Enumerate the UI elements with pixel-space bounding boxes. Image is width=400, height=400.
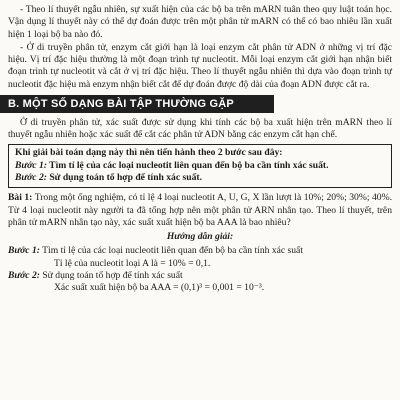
method-step-1 xyxy=(15,160,385,172)
solution-step-1 xyxy=(8,245,392,257)
section-intro-paragraph: Ở di truyền phân tử, xác suất được sử dụng khi tính các bộ ba xuất hiện trên mARN theo lí thuyết ngẫu nhiên hoặc xác suất để cắt các phân tử ADN bằng các enzym cắt hạn chế. xyxy=(8,116,392,141)
method-step-1-text: Tìm tỉ lệ của các loại nucleotit liên quan đến bộ ba cần tính xác suất. xyxy=(46,159,329,171)
solution-title: Hướng dẫn giải: xyxy=(166,231,234,243)
method-step-2 xyxy=(15,172,385,184)
intro-paragraph-1: - Theo lí thuyết ngẫu nhiên, sự xuất hiện của các bộ ba trên mARN tuân theo quy luật toán học. Vận dụng lí thuyết này có thể dự đoán được trên một phân tử mARN có thể có bao nhiêu lần xuất hiện 1 loại bộ ba nào đó. xyxy=(8,4,392,40)
solution-step-1-detail: Tỉ lệ của nucleotit loại A là = 10% = 0,1. xyxy=(54,257,211,269)
solution-step-1-label: Bước 1: xyxy=(8,245,40,257)
method-step-1-label: Bước 1: xyxy=(15,159,47,171)
method-step-2-label: Bước 2: xyxy=(15,172,47,183)
method-box xyxy=(8,144,392,188)
method-box-heading: Khi giải bài toán dạng này thì nên tiến hành theo 2 bước sau đây: xyxy=(15,147,283,159)
section-heading: B. MỘT SỐ DẠNG BÀI TẬP THƯỜNG GẶP xyxy=(0,95,274,113)
intro-paragraph-2: - Ở di truyền phân tử, enzym cắt giới hạn là loại enzym cắt phân tử ADN ở những vị trí đặc hiệu. Vị trí đặc hiệu thường là một đoạn trình tự nucleotit. Mỗi loại enzym cắt giới hạn nhận biết đoạn trình tự nucleotit và cắt ở vị trí đặc hiệu. Theo lí thuyết ngẫu nhiên thì dựa vào đoạn trình tự nucleotit đặc hiệu mà enzym nhận biết cắt để dự đoán được độ dài của đoạn ADN được cắt ra. xyxy=(8,41,392,90)
exercise-1-text: Trong một ống nghiệm, có tỉ lệ 4 loại nucleotit A, U, G, X lần lượt là 10%; 20%; 30%; 40%. Từ 4 loại nucleotit này người ta đã tổng hợp nên một phân tử ARN nhân tạo. Theo lí thuyết, trên phân tử mARN nhân tạo này, xác suất xuất hiện bộ ba AAA là bao nhiêu? xyxy=(8,192,392,228)
exercise-1 xyxy=(8,192,392,229)
method-step-2-text: Sử dụng toán tổ hợp để tính xác suất. xyxy=(46,172,202,183)
exercise-1-label: Bài 1: xyxy=(8,192,33,204)
solution-step-2-detail: Xác suất xuất hiện bộ ba AAA = (0,1)³ = 0,001 = 10⁻³. xyxy=(54,282,265,294)
solution-step-2-label: Bước 2: xyxy=(8,269,40,281)
solution-step-2-text: Sử dụng toán tổ hợp để tính xác suất xyxy=(39,269,183,281)
solution-step-1-text: Tìm tỉ lệ của các loại nucleotit liên quan đến bộ ba cần tính xác suất xyxy=(39,245,303,257)
solution-step-2 xyxy=(8,270,392,282)
